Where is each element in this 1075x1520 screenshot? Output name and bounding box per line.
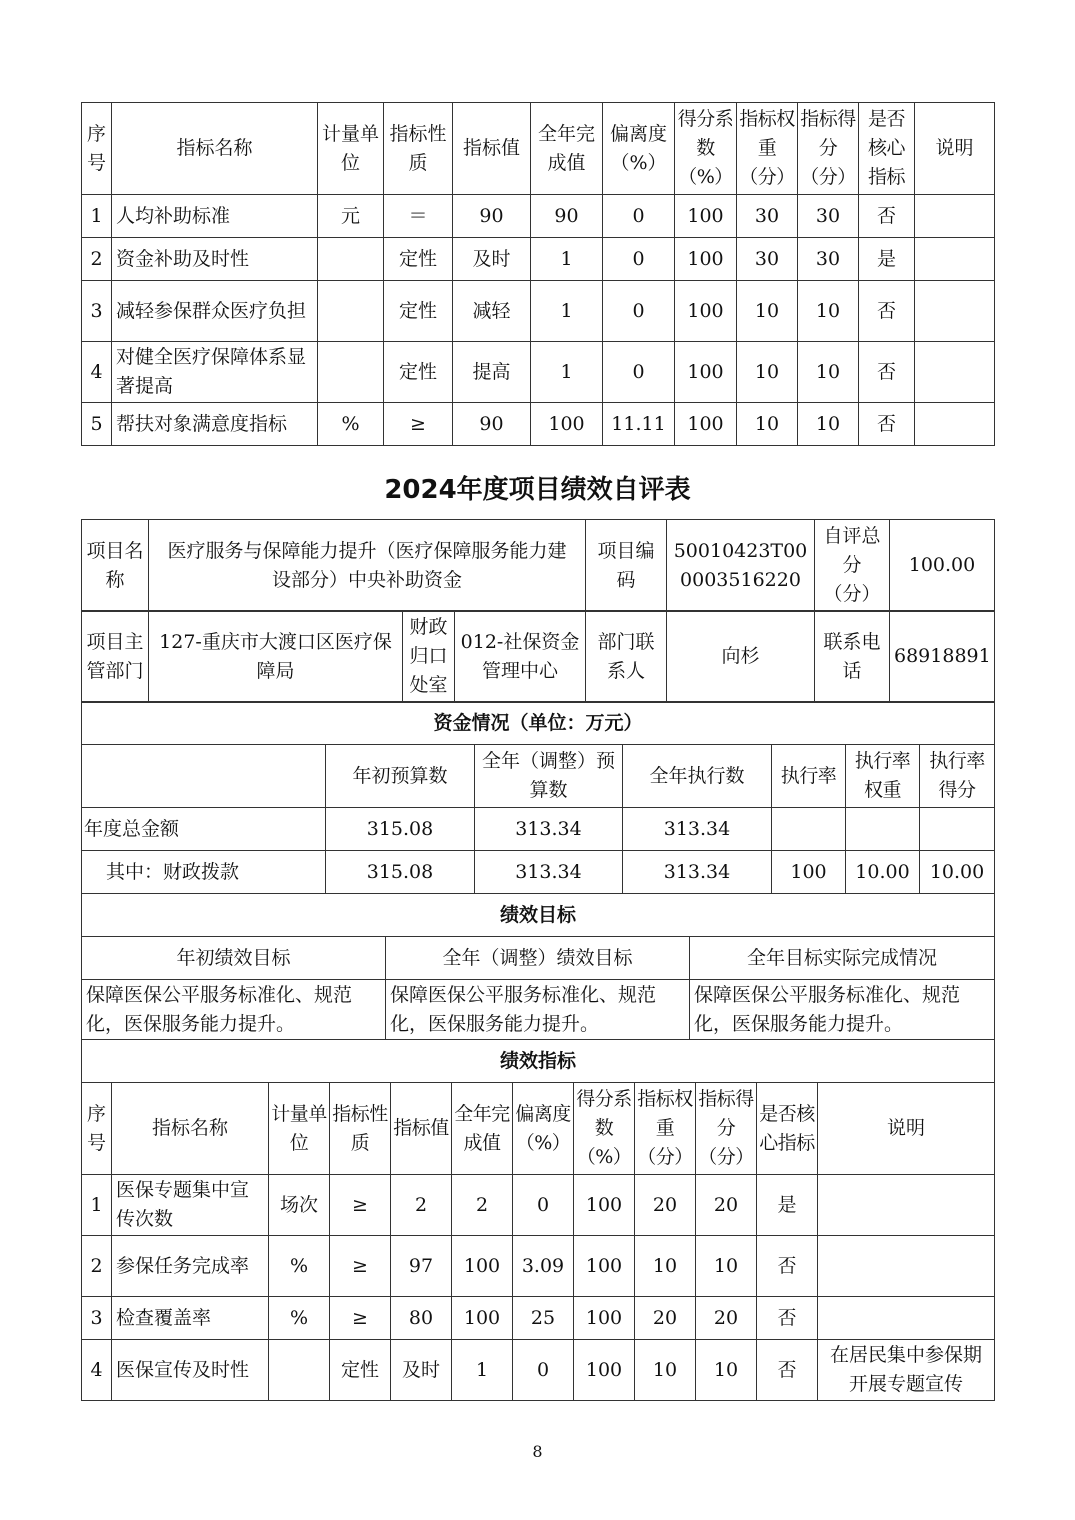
indicators-table	[81, 1039, 995, 1401]
page-number: 8	[532, 1442, 543, 1461]
project-code-label: 项目编码	[586, 520, 667, 612]
cell-unit	[318, 342, 384, 403]
cell-name: 检查覆盖率	[112, 1297, 269, 1340]
header-value: 指标值	[391, 1083, 452, 1175]
funds-header-rate-score: 执行率得分	[920, 745, 995, 808]
finance-office-label: 财政归口处室	[403, 611, 455, 703]
funds-cell: 10.00	[920, 851, 995, 894]
finance-office-value: 012-社保资金管理中心	[455, 611, 586, 703]
table-row	[82, 238, 995, 281]
cell-deviation: 3.09	[513, 1236, 574, 1297]
funds-cell: 10.00	[846, 851, 920, 894]
cell-score: 30	[798, 238, 859, 281]
cell-weight: 20	[635, 1175, 696, 1236]
cell-deviation: 25	[513, 1297, 574, 1340]
phone-value: 68918891	[890, 611, 995, 703]
cell-deviation: 11.11	[603, 403, 675, 446]
cell-coefficient: 100	[574, 1236, 635, 1297]
cell-coefficient: 100	[574, 1297, 635, 1340]
table-row	[82, 342, 995, 403]
funds-header-blank	[82, 745, 326, 808]
cell-value: 90	[453, 403, 531, 446]
cell-score: 10	[798, 403, 859, 446]
cell-coefficient: 100	[574, 1340, 635, 1401]
page-title: 2024年度项目绩效自评表	[384, 475, 691, 505]
cell-value: 及时	[391, 1340, 452, 1401]
header-nature: 指标性质	[384, 103, 453, 195]
header-weight: 指标权重（分）	[737, 103, 798, 195]
cell-note	[818, 1297, 995, 1340]
goals-initial-value: 保障医保公平服务标准化、规范化，医保服务能力提升。	[82, 980, 386, 1040]
cell-seq: 1	[82, 195, 112, 238]
header-core: 是否核心指标	[859, 103, 915, 195]
table-row	[82, 195, 995, 238]
cell-weight: 10	[635, 1236, 696, 1297]
funds-cell: 100	[772, 851, 846, 894]
funds-header-rate-weight: 执行率权重	[846, 745, 920, 808]
funds-cell	[772, 808, 846, 851]
cell-unit: %	[269, 1236, 330, 1297]
cell-core: 否	[859, 403, 915, 446]
cell-deviation: 0	[513, 1175, 574, 1236]
table-row	[82, 403, 995, 446]
cell-core: 否	[757, 1297, 818, 1340]
cell-core: 否	[859, 281, 915, 342]
cell-name: 对健全医疗保障体系显著提高	[112, 342, 318, 403]
cell-unit: %	[269, 1297, 330, 1340]
funds-header-executed: 全年执行数	[623, 745, 772, 808]
header-unit: 计量单位	[318, 103, 384, 195]
cell-score: 10	[798, 342, 859, 403]
table-row	[82, 281, 995, 342]
contact-label: 部门联系人	[586, 611, 667, 703]
cell-score: 10	[798, 281, 859, 342]
cell-weight: 20	[635, 1297, 696, 1340]
cell-coefficient: 100	[675, 403, 737, 446]
cell-nature: 定性	[330, 1340, 391, 1401]
cell-value: 2	[391, 1175, 452, 1236]
cell-core: 否	[757, 1236, 818, 1297]
self-score-value: 100.00	[890, 520, 995, 612]
header-deviation: 偏离度（%）	[603, 103, 675, 195]
cell-nature: ≥	[384, 403, 453, 446]
cell-note	[915, 342, 995, 403]
cell-unit	[318, 238, 384, 281]
cell-weight: 30	[737, 195, 798, 238]
project-info-table	[81, 519, 995, 612]
goals-actual-value: 保障医保公平服务标准化、规范化，医保服务能力提升。	[690, 980, 995, 1040]
cell-note: 在居民集中参保期开展专题宣传	[818, 1340, 995, 1401]
header-seq: 序号	[82, 1083, 112, 1175]
cell-note	[915, 238, 995, 281]
cell-value: 90	[453, 195, 531, 238]
cell-seq: 3	[82, 281, 112, 342]
cell-unit	[318, 281, 384, 342]
cell-name: 医保宣传及时性	[112, 1340, 269, 1401]
header-coefficient: 得分系数（%）	[675, 103, 737, 195]
cell-score: 10	[696, 1236, 757, 1297]
cell-nature: 定性	[384, 342, 453, 403]
cell-nature: 定性	[384, 281, 453, 342]
cell-value: 97	[391, 1236, 452, 1297]
cell-actual: 1	[452, 1340, 513, 1401]
table-row	[82, 1175, 995, 1236]
cell-nature: ≥	[330, 1297, 391, 1340]
cell-actual: 1	[531, 238, 603, 281]
table-row	[82, 1297, 995, 1340]
header-actual: 全年完成值	[531, 103, 603, 195]
header-value: 指标值	[453, 103, 531, 195]
funds-cell: 313.34	[475, 851, 623, 894]
header-deviation: 偏离度（%）	[513, 1083, 574, 1175]
cell-name: 人均补助标准	[112, 195, 318, 238]
funds-table	[81, 701, 995, 894]
cell-actual: 100	[452, 1297, 513, 1340]
cell-seq: 5	[82, 403, 112, 446]
cell-nature: ≥	[330, 1175, 391, 1236]
header-name: 指标名称	[112, 103, 318, 195]
table-row	[82, 1340, 995, 1401]
goals-section-title: 绩效目标	[82, 894, 995, 937]
cell-actual: 100	[452, 1236, 513, 1297]
dept-label: 项目主管部门	[82, 611, 149, 703]
cell-weight: 10	[635, 1340, 696, 1401]
cell-weight: 10	[737, 281, 798, 342]
header-weight: 指标权重（分）	[635, 1083, 696, 1175]
header-actual: 全年完成值	[452, 1083, 513, 1175]
header-coefficient: 得分系数（%）	[574, 1083, 635, 1175]
cell-core: 否	[859, 342, 915, 403]
funds-header-rate: 执行率	[772, 745, 846, 808]
cell-seq: 4	[82, 342, 112, 403]
cell-name: 医保专题集中宣传次数	[112, 1175, 269, 1236]
self-score-label: 自评总分（分）	[815, 520, 890, 612]
cell-weight: 10	[737, 403, 798, 446]
cell-score: 20	[696, 1297, 757, 1340]
cell-seq: 3	[82, 1297, 112, 1340]
cell-deviation: 0	[513, 1340, 574, 1401]
cell-value: 减轻	[453, 281, 531, 342]
cell-coefficient: 100	[675, 281, 737, 342]
cell-seq: 2	[82, 1236, 112, 1297]
project-dept-table	[81, 610, 995, 703]
cell-note	[915, 281, 995, 342]
funds-header-initial: 年初预算数	[326, 745, 475, 808]
header-core: 是否核心指标	[757, 1083, 818, 1175]
header-name: 指标名称	[112, 1083, 269, 1175]
cell-note	[818, 1236, 995, 1297]
cell-seq: 1	[82, 1175, 112, 1236]
cell-name: 减轻参保群众医疗负担	[112, 281, 318, 342]
indicators-section-title: 绩效指标	[82, 1040, 995, 1083]
project-name-value: 医疗服务与保障能力提升（医疗保障服务能力建设部分）中央补助资金	[149, 520, 586, 612]
funds-cell: 315.08	[326, 851, 475, 894]
cell-name: 资金补助及时性	[112, 238, 318, 281]
cell-score: 30	[798, 195, 859, 238]
cell-actual: 100	[531, 403, 603, 446]
cell-value: 80	[391, 1297, 452, 1340]
cell-note	[915, 403, 995, 446]
cell-deviation: 0	[603, 281, 675, 342]
cell-core: 否	[859, 195, 915, 238]
header-score: 指标得分（分）	[798, 103, 859, 195]
project-name-label: 项目名称	[82, 520, 149, 612]
cell-actual: 1	[531, 281, 603, 342]
cell-score: 10	[696, 1340, 757, 1401]
phone-label: 联系电话	[815, 611, 890, 703]
funds-cell: 313.34	[623, 851, 772, 894]
cell-deviation: 0	[603, 342, 675, 403]
header-note: 说明	[818, 1083, 995, 1175]
cell-deviation: 0	[603, 238, 675, 281]
cell-actual: 1	[531, 342, 603, 403]
cell-coefficient: 100	[574, 1175, 635, 1236]
table-row	[82, 808, 995, 851]
cell-coefficient: 100	[675, 195, 737, 238]
cell-core: 否	[757, 1340, 818, 1401]
cell-nature: ≥	[330, 1236, 391, 1297]
header-unit: 计量单位	[269, 1083, 330, 1175]
goals-header-initial: 年初绩效目标	[82, 937, 386, 980]
cell-core: 是	[859, 238, 915, 281]
cell-actual: 2	[452, 1175, 513, 1236]
funds-cell	[920, 808, 995, 851]
cell-nature: 定性	[384, 238, 453, 281]
table-row	[82, 851, 995, 894]
cell-coefficient: 100	[675, 238, 737, 281]
cell-unit: 场次	[269, 1175, 330, 1236]
table-row	[82, 1236, 995, 1297]
funds-cell	[846, 808, 920, 851]
cell-seq: 4	[82, 1340, 112, 1401]
cell-unit: %	[318, 403, 384, 446]
cell-note	[915, 195, 995, 238]
dept-value: 127-重庆市大渡口区医疗保障局	[149, 611, 403, 703]
contact-value: 向杉	[667, 611, 815, 703]
header-note: 说明	[915, 103, 995, 195]
cell-actual: 90	[531, 195, 603, 238]
cell-score: 20	[696, 1175, 757, 1236]
cell-value: 及时	[453, 238, 531, 281]
funds-cell: 313.34	[623, 808, 772, 851]
cell-value: 提高	[453, 342, 531, 403]
cell-name: 帮扶对象满意度指标	[112, 403, 318, 446]
header-score: 指标得分（分）	[696, 1083, 757, 1175]
header-seq: 序号	[82, 103, 112, 195]
cell-deviation: 0	[603, 195, 675, 238]
indicator-table-top	[81, 102, 995, 446]
goals-adjusted-value: 保障医保公平服务标准化、规范化，医保服务能力提升。	[386, 980, 690, 1040]
cell-coefficient: 100	[675, 342, 737, 403]
cell-unit	[269, 1340, 330, 1401]
goals-header-adjusted: 全年（调整）绩效目标	[386, 937, 690, 980]
goals-header-actual: 全年目标实际完成情况	[690, 937, 995, 980]
cell-seq: 2	[82, 238, 112, 281]
header-nature: 指标性质	[330, 1083, 391, 1175]
funds-row-label: 年度总金额	[82, 808, 326, 851]
project-code-value: 50010423T000003516220	[667, 520, 815, 612]
funds-header-adjusted: 全年（调整）预算数	[475, 745, 623, 808]
goals-table	[81, 893, 995, 1040]
cell-name: 参保任务完成率	[112, 1236, 269, 1297]
funds-cell: 313.34	[475, 808, 623, 851]
cell-nature: ＝	[384, 195, 453, 238]
funds-cell: 315.08	[326, 808, 475, 851]
cell-note	[818, 1175, 995, 1236]
cell-weight: 30	[737, 238, 798, 281]
cell-unit: 元	[318, 195, 384, 238]
funds-row-label: 其中：财政拨款	[82, 851, 326, 894]
funds-section-title: 资金情况（单位：万元）	[82, 702, 995, 745]
cell-weight: 10	[737, 342, 798, 403]
cell-core: 是	[757, 1175, 818, 1236]
